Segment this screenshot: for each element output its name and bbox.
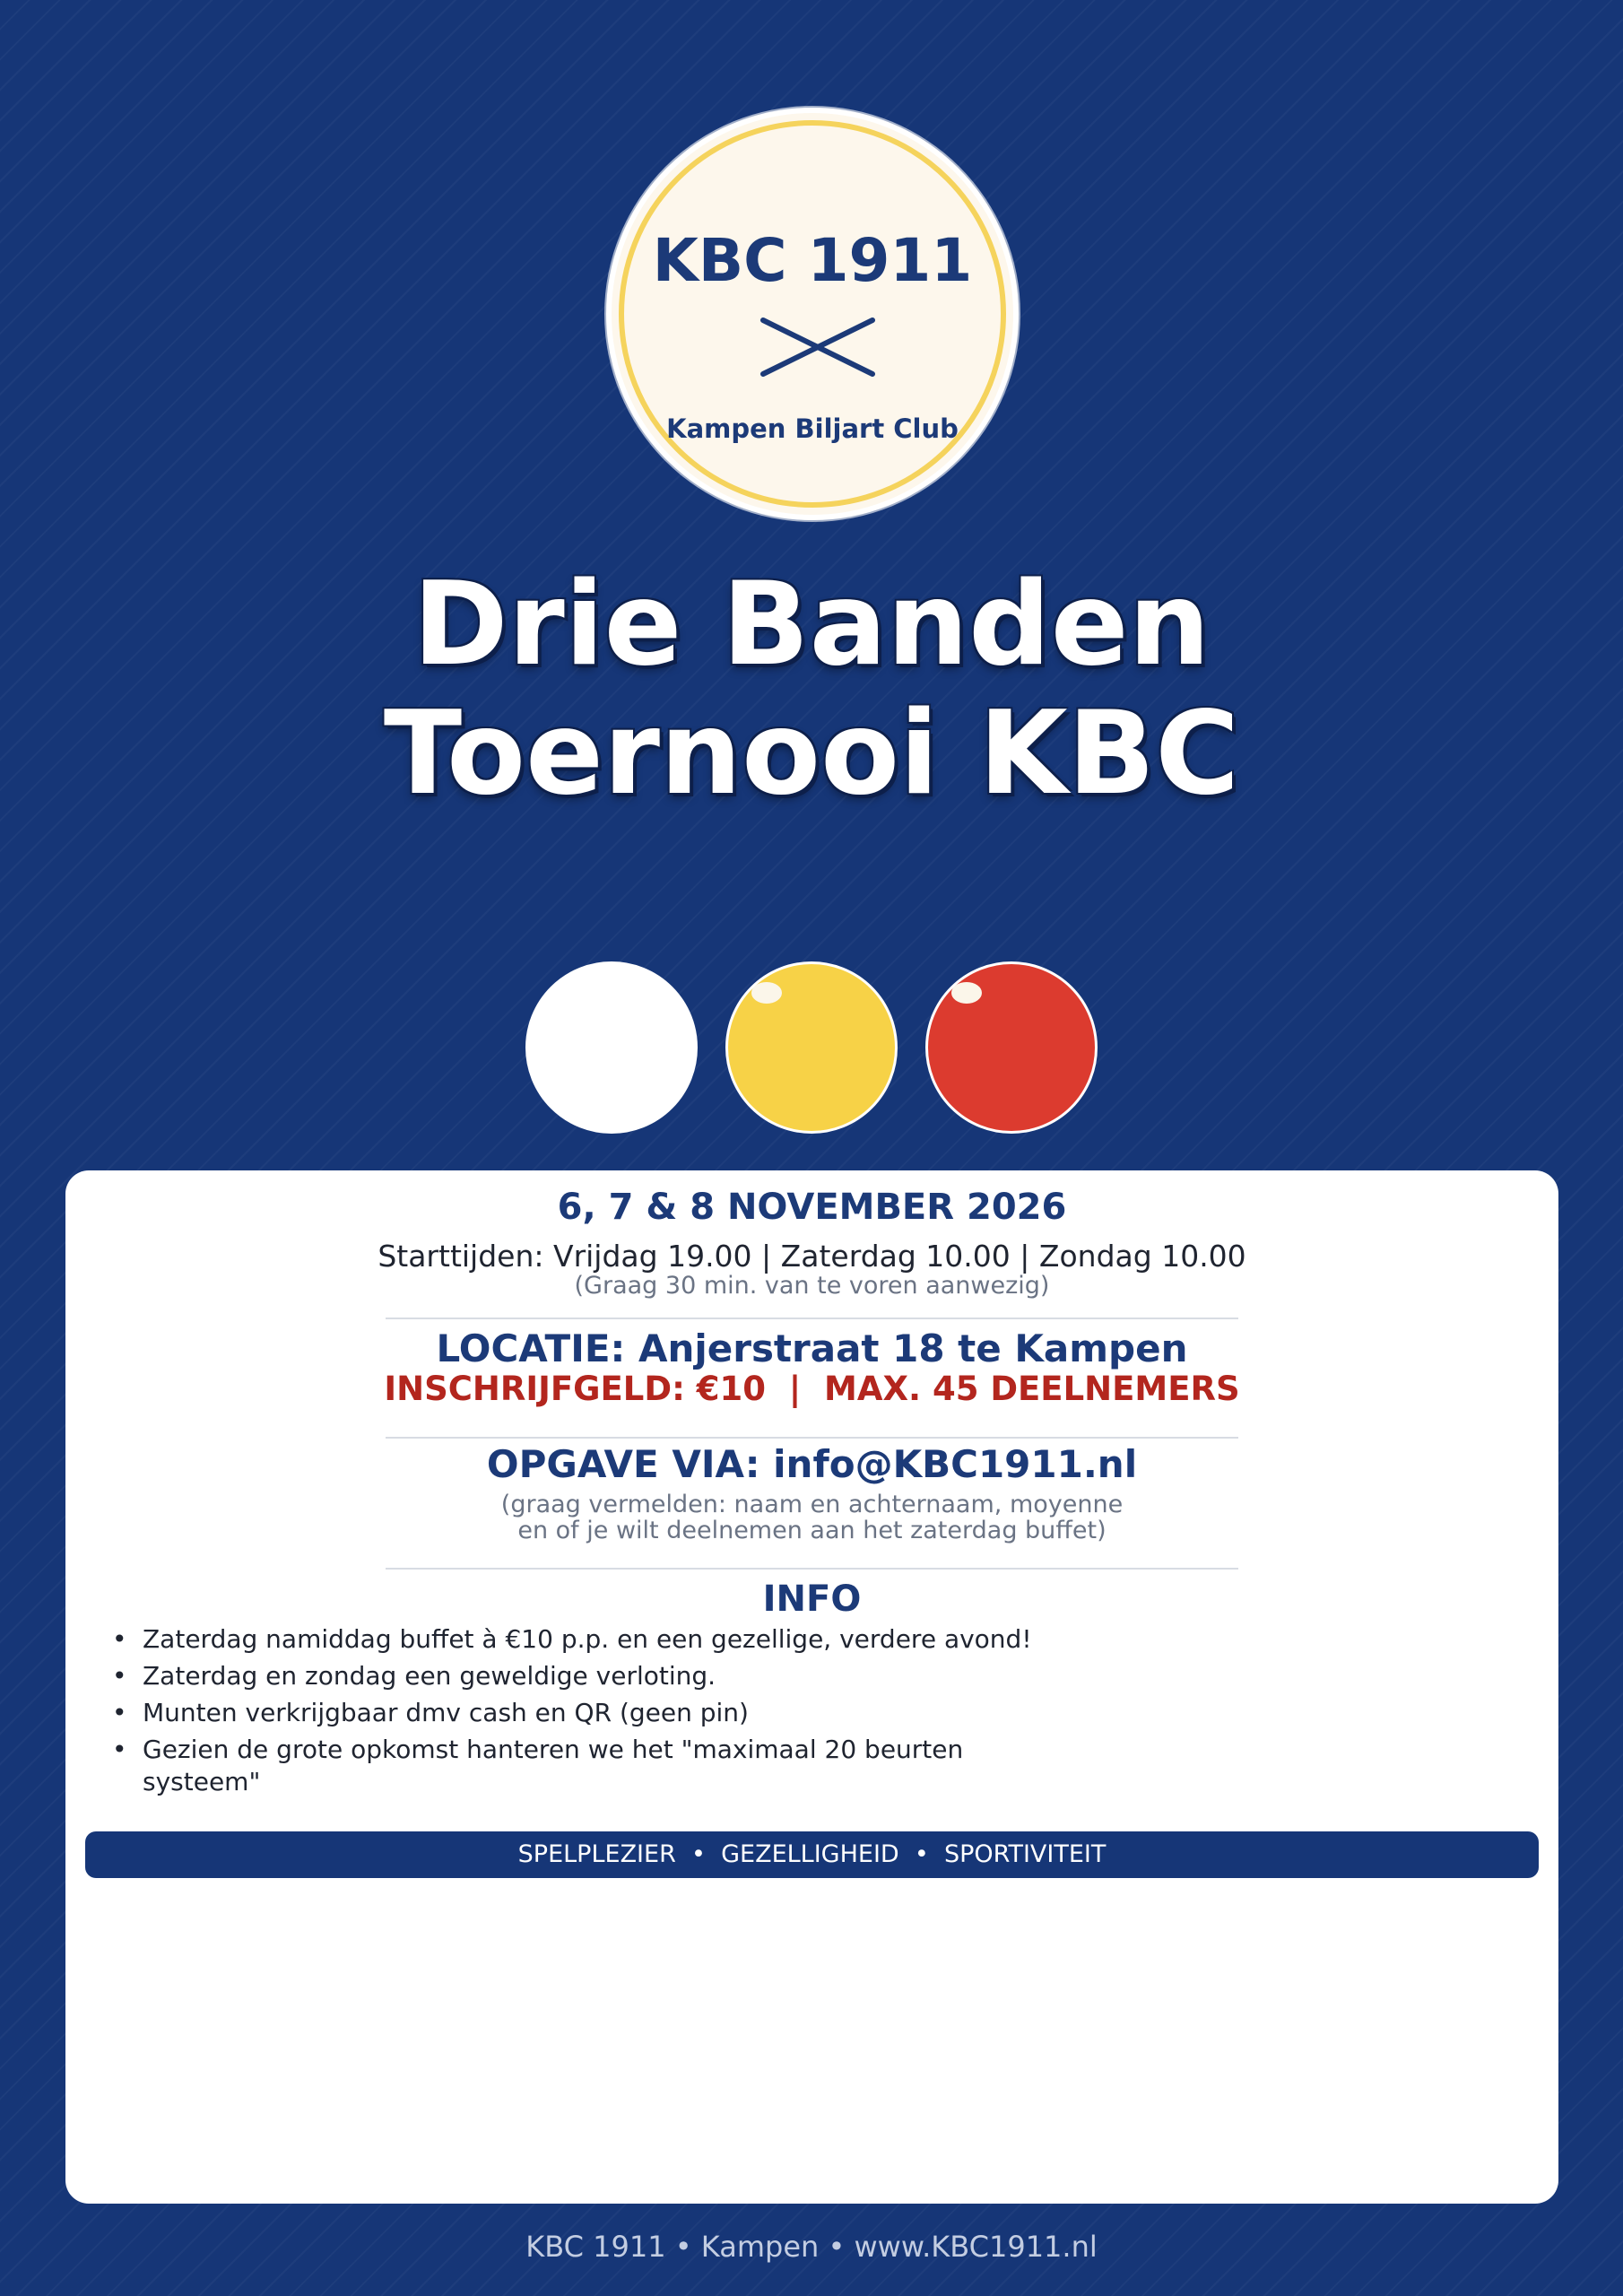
bullet-icon: • [112, 1735, 127, 1764]
info-list [110, 1623, 1061, 1803]
white-ball [525, 961, 698, 1134]
yellow-ball [725, 961, 898, 1134]
info-card [65, 1170, 1558, 2204]
divider [386, 1568, 1238, 1570]
entry-fee: INSCHRIJFGELD: €10 | MAX. 45 DEELNEMERS [384, 1370, 1240, 1408]
page-title [0, 558, 1623, 821]
crossed-cues-icon [759, 315, 876, 379]
bullet-icon: • [112, 1661, 127, 1691]
location: LOCATIE: Anjerstraat 18 te Kampen [436, 1326, 1188, 1370]
event-date: 6, 7 & 8 NOVEMBER 2026 [557, 1187, 1067, 1228]
red-ball [925, 961, 1098, 1134]
ball-highlight [951, 982, 982, 1004]
arrival-note: (Graag 30 min. van te voren aanwezig) [574, 1272, 1050, 1300]
values-banner: SPELPLEZIER • GEZELLIGHEID • SPORTIVITEIT [85, 1831, 1539, 1878]
signup-note-line-2: en of je wilt deelnemen aan het zaterdag buffet) [517, 1517, 1107, 1544]
list-item [110, 1623, 1061, 1656]
title-line-1: Drie Banden [412, 558, 1211, 691]
bullet-icon: • [112, 1624, 127, 1654]
emblem-subtitle: Kampen Biljart Club [666, 413, 959, 444]
emblem-ring [619, 120, 1006, 508]
list-item-text: Zaterdag namiddag buffet à €10 p.p. en een gezellige, verdere avond! [143, 1624, 1032, 1654]
signup-note-line-1: (graag vermelden: naam en achternaam, moyenne [500, 1491, 1124, 1518]
list-item [110, 1697, 1061, 1729]
signup-email[interactable]: OPGAVE VIA: info@KBC1911.nl [486, 1442, 1138, 1486]
bullet-icon: • [112, 1698, 127, 1727]
club-emblem [606, 108, 1019, 520]
signup-note [65, 1492, 1558, 1544]
divider [386, 1437, 1238, 1439]
title-line-2: Toernooi KBC [383, 687, 1240, 821]
list-item [110, 1660, 1061, 1692]
info-heading: INFO [762, 1578, 862, 1620]
emblem-title: KBC 1911 [652, 226, 973, 295]
list-item-text: Zaterdag en zondag een geweldige verloting. [143, 1661, 716, 1691]
ball-highlight [751, 982, 782, 1004]
start-times: Starttijden: Vrijdag 19.00 | Zaterdag 10.00 | Zondag 10.00 [378, 1239, 1246, 1274]
footer: KBC 1911 • Kampen • www.KBC1911.nl [525, 2230, 1098, 2264]
list-item-text: Gezien de grote opkomst hanteren we het "maximaal 20 beurten systeem" [143, 1735, 964, 1796]
divider [386, 1318, 1238, 1319]
list-item-text: Munten verkrijgbaar dmv cash en QR (geen pin) [143, 1698, 749, 1727]
list-item [110, 1734, 1061, 1798]
